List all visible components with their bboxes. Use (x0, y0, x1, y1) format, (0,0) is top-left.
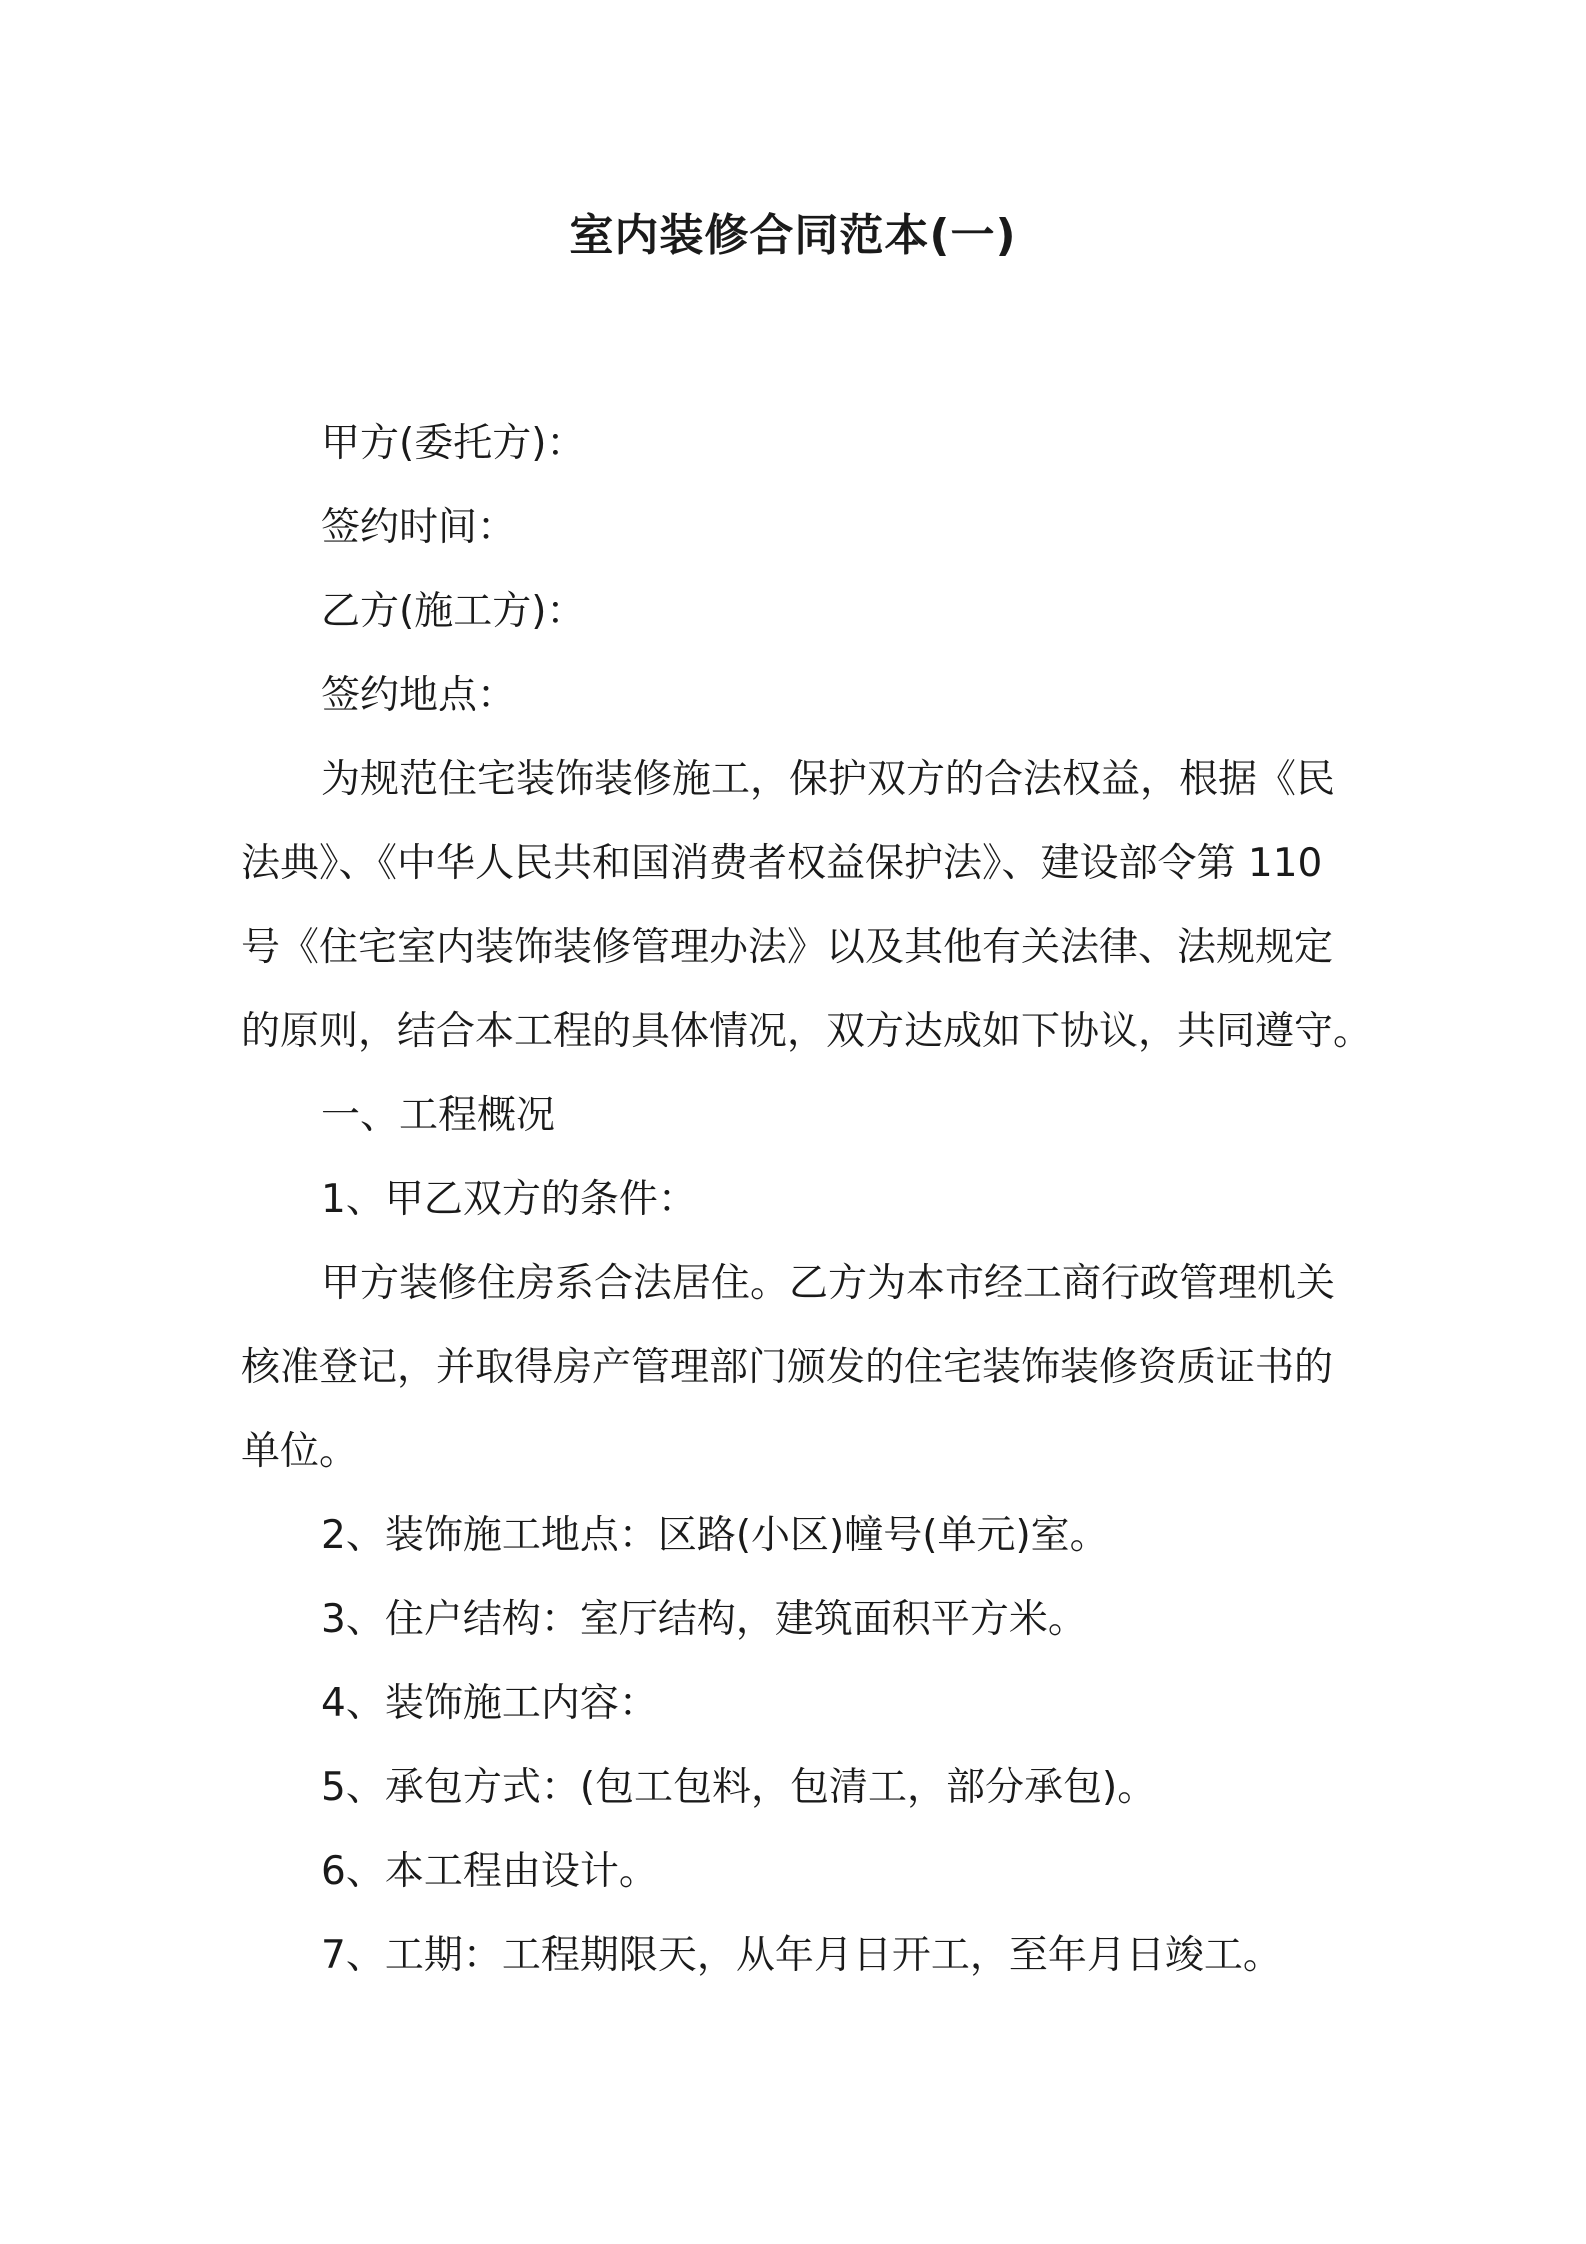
preamble-line: 的原则，结合本工程的具体情况，双方达成如下协议，共同遵守。 (241, 1009, 1373, 1054)
clause-body-line: 核准登记，并取得房产管理部门颁发的住宅装饰装修资质证书的 (241, 1345, 1334, 1390)
document-body (241, 402, 1373, 1998)
party-b-label: 乙方(施工方)： (321, 589, 586, 634)
preamble-line: 号《住宅室内装饰装修管理办法》以及其他有关法律、法规规定 (241, 925, 1334, 970)
clause-item: 6、本工程由设计。 (321, 1849, 658, 1894)
clause-item: 2、装饰施工地点：区路(小区)幢号(单元)室。 (321, 1513, 1109, 1558)
clause-body-line: 单位。 (241, 1429, 359, 1474)
clause-item: 1、甲乙双方的条件： (321, 1177, 697, 1222)
preamble-line: 法典》、《中华人民共和国消费者权益保护法》、建设部令第 110 (241, 841, 1323, 886)
sign-time-label: 签约时间： (321, 505, 517, 550)
party-a-label: 甲方(委托方)： (321, 421, 586, 466)
clause-item: 4、装饰施工内容： (321, 1681, 658, 1726)
clause-body-line: 甲方装修住房系合法居住。乙方为本市经工商行政管理机关 (321, 1261, 1336, 1306)
clause-item: 3、住户结构：室厅结构，建筑面积平方米。 (321, 1597, 1087, 1642)
preamble-line: 为规范住宅装饰装修施工，保护双方的合法权益，根据《民 (321, 757, 1336, 802)
clause-item: 7、工期：工程期限天，从年月日开工，至年月日竣工。 (321, 1933, 1282, 1978)
clause-item: 5、承包方式：(包工包料，包清工，部分承包)。 (321, 1765, 1157, 1810)
section-heading: 一、工程概况 (321, 1093, 556, 1138)
document-title: 室内装修合同范本(一) (569, 210, 1017, 261)
sign-place-label: 签约地点： (321, 673, 517, 718)
